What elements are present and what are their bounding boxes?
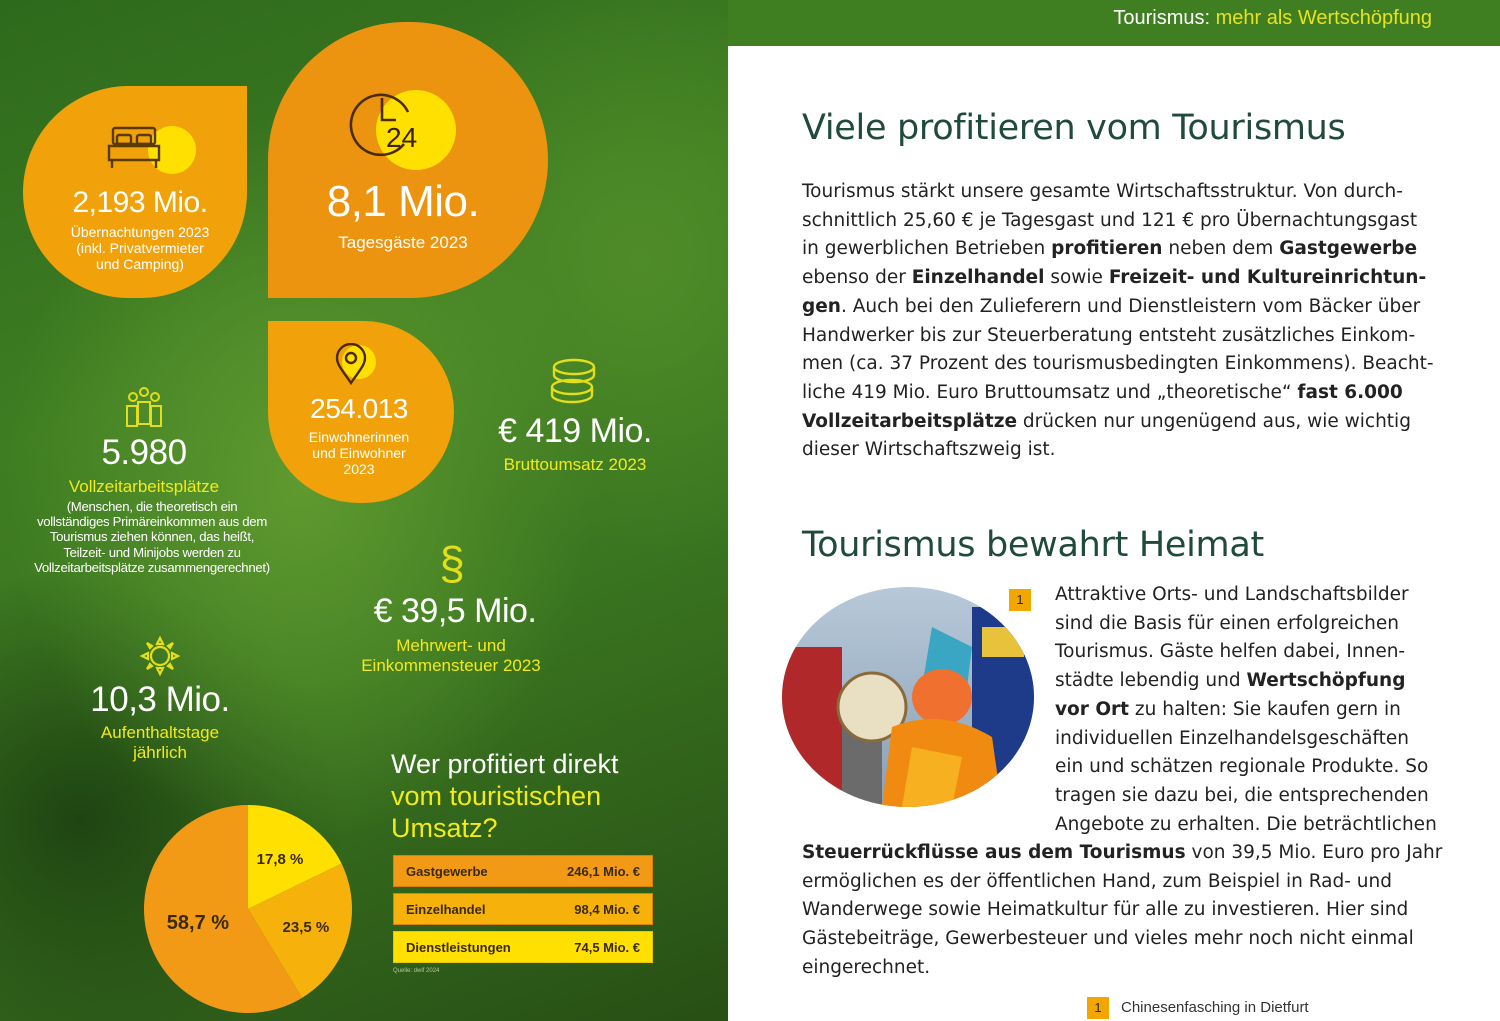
- bold-text-run: vor Ort: [1055, 698, 1130, 720]
- jobs-caption: Vollzeitarbeitsplätze: [68, 477, 220, 496]
- legend-row-gastgewerbe: [393, 855, 653, 887]
- text-run: sowie: [1044, 267, 1109, 289]
- text-run: zu halten: Sie kaufen gern in: [1129, 698, 1401, 720]
- text-line: [802, 235, 1434, 264]
- text-line: [1055, 753, 1437, 782]
- legend-row-einzelhandel: [393, 893, 653, 925]
- overnight-caption: Übernachtungen 2023 (inkl. Privatvermieter und Camping): [70, 224, 210, 273]
- legend-label: Einzelhandel: [406, 901, 486, 917]
- text-run: von 39,5 Mio. Euro pro Jahr: [1185, 842, 1443, 863]
- text-line: [802, 293, 1434, 322]
- legend-amount: 98,4 Mio. €: [574, 901, 640, 917]
- text-line: [802, 264, 1434, 293]
- sun-icon: [140, 636, 180, 676]
- bold-text-run: profitieren: [1051, 238, 1163, 260]
- text-line: [1055, 811, 1437, 840]
- text-run: ebenso der: [802, 267, 912, 289]
- jobs-note: (Menschen, die theoretisch ein vollständiges Primäreinkommen aus dem Tourismus ziehen können, das heißt, Teilzeit- und Minijobs werden zu Vollzeitarbeitsplätze zusammengerechnet): [34, 499, 270, 575]
- text-run: dieser Wirtschaftszweig ist.: [802, 439, 1056, 461]
- jobs-value: 5.980: [101, 433, 187, 472]
- paragraph-icon: §: [439, 537, 465, 589]
- stay-days-caption: Aufenthaltstage jährlich: [100, 723, 220, 762]
- bold-text-run: gen: [802, 295, 841, 317]
- text-line: [1055, 638, 1437, 667]
- text-run: Angebote zu erhalten. Die beträchtlichen: [1055, 813, 1437, 835]
- bed-icon: [107, 124, 161, 172]
- text-line: [802, 954, 1442, 983]
- text-run: sind die Basis für einen erfolgreichen: [1055, 612, 1399, 634]
- daytrip-value: 8,1 Mio.: [326, 177, 480, 226]
- revenue-value: € 419 Mio.: [498, 412, 652, 450]
- heading-viele-profitieren: Viele profitieren vom Tourismus: [802, 108, 1346, 148]
- text-run: Handwerker bis zur Steuerberatung entsteht zusätzliches Einkom-: [802, 324, 1416, 346]
- text-run: . Auch bei den Zulieferern und Dienstleistern vom Bäcker über: [840, 295, 1421, 317]
- bold-text-run: Freizeit- und Kultureinrichtun-: [1108, 267, 1427, 289]
- paragraph-wirtschaft: [802, 178, 1434, 465]
- text-run: tragen sie dazu bei, die entsprechenden: [1055, 784, 1429, 806]
- text-run: Tourismus. Gäste helfen dabei, Innen-: [1055, 641, 1406, 663]
- text-run: Gästebeiträge, Gewerbesteuer und vieles mehr noch nicht einmal: [802, 928, 1414, 950]
- text-line: [802, 379, 1434, 408]
- legend-row-dienstleistungen: [393, 931, 653, 963]
- revenue-caption: Bruttoumsatz 2023: [503, 455, 647, 474]
- text-line: [1055, 581, 1437, 610]
- infographic-panel: [0, 0, 728, 1021]
- section-header-title: Tourismus: mehr als Wertschöpfung: [1113, 7, 1432, 29]
- legend-amount: 246,1 Mio. €: [567, 863, 640, 879]
- text-run: städte lebendig und: [1055, 670, 1247, 692]
- coins-icon: [548, 357, 600, 407]
- daytrip-caption: Tagesgäste 2023: [338, 233, 468, 252]
- caption-badge: 1: [1087, 997, 1109, 1019]
- legend-label: Gastgewerbe: [406, 863, 488, 879]
- tax-caption: Mehrwert- und Einkommensteuer 2023: [361, 636, 541, 675]
- text-line: [802, 178, 1434, 207]
- overnight-value: 2,193 Mio.: [72, 186, 208, 219]
- bold-text-run: Einzelhandel: [911, 267, 1045, 289]
- text-line: [1055, 667, 1437, 696]
- legend-label: Dienstleistungen: [406, 939, 511, 955]
- chart-source: Quelle: dwif 2024: [393, 968, 440, 974]
- text-run: ein und schätzen regionale Produkte. So: [1055, 756, 1429, 778]
- pie-label-dienstleistungen: 17,8 %: [256, 850, 304, 868]
- heading-bewahrt-heimat: Tourismus bewahrt Heimat: [802, 525, 1264, 565]
- residents-stat-card: [268, 321, 454, 503]
- bold-text-run: Gastgewerbe: [1279, 238, 1418, 260]
- text-line: [1055, 610, 1437, 639]
- text-line: [802, 436, 1434, 465]
- text-line: [802, 868, 1442, 897]
- text-run: Wanderwege sowie Heimatkultur für alle zu investieren. Hier sind: [802, 899, 1409, 921]
- pie-label-einzelhandel: 23,5 %: [282, 919, 330, 937]
- section-header-bar: [728, 0, 1500, 46]
- photo-chinesenfasching: [782, 587, 1034, 807]
- text-line: [802, 925, 1442, 954]
- daytrip-stat-card: [268, 22, 548, 298]
- text-line: [802, 896, 1442, 925]
- text-line: [802, 408, 1434, 437]
- text-run: drücken nur ungenügend aus, wie wichtig: [1017, 410, 1411, 432]
- text-run: schnittlich 25,60 € je Tagesgast und 121 € pro Übernachtungsgast: [802, 209, 1418, 231]
- legend-amount: 74,5 Mio. €: [574, 939, 640, 955]
- who-profits-title: Wer profitiert direkt vom touristischen Umsatz?: [391, 749, 619, 843]
- tax-value: € 39,5 Mio.: [373, 592, 537, 630]
- stay-days-value: 10,3 Mio.: [90, 680, 230, 719]
- text-line: [1055, 725, 1437, 754]
- overnight-stat-card: [23, 86, 247, 298]
- text-run: liche 419 Mio. Euro Bruttoumsatz und „theoretische“: [802, 381, 1298, 403]
- bold-text-run: Vollzeitarbeitsplätze: [802, 410, 1018, 432]
- text-run: ermöglichen es der öffentlichen Hand, zum Beispiel in Rad- und: [802, 870, 1392, 892]
- paragraph-heimat: [1055, 581, 1437, 839]
- text-run: individuellen Einzelhandelsgeschäften: [1055, 727, 1409, 749]
- text-line: [1055, 782, 1437, 811]
- text-line: [1055, 696, 1437, 725]
- text-run: Attraktive Orts- und Landschaftsbilder: [1055, 584, 1409, 605]
- text-line: [802, 207, 1434, 236]
- text-run: in gewerblichen Betrieben: [802, 238, 1052, 260]
- text-run: neben dem: [1162, 238, 1280, 260]
- location-pin-icon: [334, 343, 368, 385]
- profit-pie-chart: [142, 803, 354, 1015]
- bold-text-run: Wertschöpfung: [1246, 670, 1406, 692]
- photo-badge: 1: [1009, 589, 1031, 611]
- text-line: [802, 839, 1442, 868]
- clock-24-label: 24: [386, 122, 418, 153]
- people-group-icon: [124, 386, 164, 428]
- residents-caption: Einwohnerinnen und Einwohner 2023: [308, 429, 410, 478]
- text-line: [802, 350, 1434, 379]
- text-run: men (ca. 37 Prozent des tourismusbedingten Einkommens). Beacht-: [802, 353, 1434, 375]
- photo-caption: Chinesenfasching in Dietfurt: [1121, 999, 1309, 1016]
- text-run: Tourismus stärkt unsere gesamte Wirtschaftsstruktur. Von durch-: [802, 181, 1403, 202]
- pie-label-gastgewerbe: 58,7 %: [166, 912, 230, 935]
- residents-value: 254.013: [310, 393, 408, 424]
- text-run: eingerechnet.: [802, 956, 931, 978]
- bold-text-run: Steuerrückflüsse aus dem Tourismus: [802, 842, 1186, 863]
- paragraph-steuer: [802, 839, 1442, 983]
- bold-text-run: fast 6.000: [1297, 381, 1403, 403]
- text-line: [802, 322, 1434, 351]
